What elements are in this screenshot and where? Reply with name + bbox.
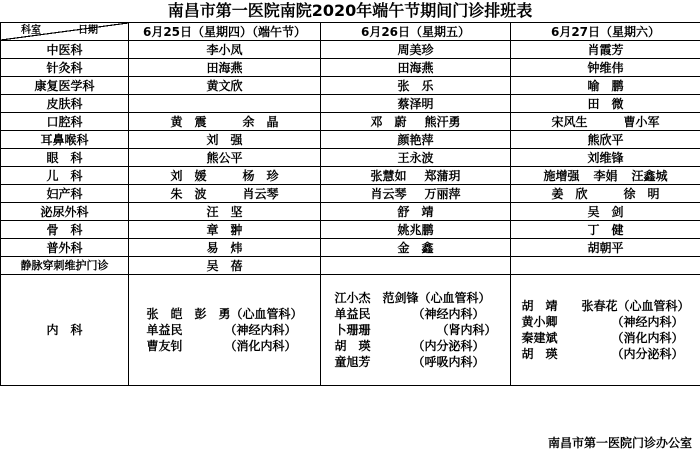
- table-row: [1, 59, 700, 77]
- doctor-name: 杨 珍: [242, 168, 279, 183]
- department-label: 皮肤科: [1, 95, 129, 113]
- doctor-name: 金 鑫: [397, 240, 434, 255]
- doctor-name: 万丽萍: [424, 186, 461, 201]
- schedule-cell-d1: [129, 77, 321, 95]
- schedule-cell-d1: [129, 59, 321, 77]
- table-row: [1, 95, 700, 113]
- schedule-cell-d2: [321, 131, 511, 149]
- department-label: 眼 科: [1, 149, 129, 167]
- table-row: [1, 221, 700, 239]
- corner-date-label: 日期: [78, 25, 98, 36]
- schedule-cell-d1: [129, 185, 321, 203]
- schedule-cell-d2: [321, 239, 511, 257]
- department-label: 静脉穿刺维护门诊: [1, 257, 129, 275]
- schedule-cell-d3: [511, 113, 700, 131]
- doctor-name: 刘 强: [206, 132, 243, 147]
- department-label: 儿 科: [1, 167, 129, 185]
- doctor-name: 周美珍: [397, 42, 434, 57]
- schedule-cell-d2: [321, 149, 511, 167]
- schedule-cell-d3: [511, 149, 700, 167]
- department-label: 针灸科: [1, 59, 129, 77]
- doctor-name: 姚兆鹏: [397, 222, 434, 237]
- department-label: 耳鼻喉科: [1, 131, 129, 149]
- doctor-name: 颜艳萍: [397, 132, 434, 147]
- department-label: 泌尿外科: [1, 203, 129, 221]
- doctor-name: 汪 坚: [206, 204, 243, 219]
- department-label: 内 科: [1, 275, 129, 386]
- footer-office: 南昌市第一医院门诊办公室: [547, 436, 692, 450]
- schedule-cell-d2: [321, 59, 511, 77]
- schedule-cell-d2: [321, 95, 511, 113]
- table-row: [1, 131, 700, 149]
- schedule-cell-d1: [129, 167, 321, 185]
- day1-header: 6月25日（星期四）（端午节）: [129, 23, 321, 41]
- internal-medicine-row: [1, 275, 700, 386]
- doctor-list: 江小杰 范剑锋（心血管科） 单益民 （神经内科） 卜珊珊 （肾内科） 胡 瑛 （内分泌科） 童旭芳 （呼吸内科）: [334, 291, 497, 369]
- table-row: [1, 41, 700, 59]
- doctor-name: 刘 媛: [170, 168, 207, 183]
- schedule-cell-d2: [321, 41, 511, 59]
- doctor-name: 余 晶: [242, 114, 279, 129]
- schedule-cell-d1: [129, 113, 321, 131]
- schedule-cell-d3: [511, 59, 700, 77]
- schedule-cell-d3: [511, 221, 700, 239]
- corner-dept-label: 科室: [21, 25, 41, 36]
- department-label: 普外科: [1, 239, 129, 257]
- schedule-cell-d2: [321, 257, 511, 275]
- day3-header: 6月27日（星期六）: [511, 23, 700, 41]
- doctor-name: 李娟: [593, 168, 618, 183]
- doctor-name: 易 炜: [206, 240, 243, 255]
- internal-medicine-cell-d2: [321, 275, 511, 386]
- department-label: 康复医学科: [1, 77, 129, 95]
- header-row: [1, 23, 700, 41]
- schedule-cell-d2: [321, 113, 511, 131]
- schedule-cell-d1: [129, 95, 321, 113]
- doctor-list: 胡 靖 张春花（心血管科） 黄小卿 （神经内科） 秦建斌 （消化内科） 胡 瑛 （内分泌科）: [521, 299, 690, 361]
- doctor-name: 肖霞芳: [587, 42, 624, 57]
- department-label: 口腔科: [1, 113, 129, 131]
- schedule-cell-d1: [129, 131, 321, 149]
- internal-medicine-cell-d1: [129, 275, 321, 386]
- doctor-name: 肖云琴: [370, 186, 407, 201]
- department-label: 妇产科: [1, 185, 129, 203]
- department-label: 骨 科: [1, 221, 129, 239]
- doctor-name: 郑蒲玥: [424, 168, 461, 183]
- doctor-name: 蔡泽明: [397, 96, 434, 111]
- table-row: [1, 113, 700, 131]
- doctor-name: 刘维锋: [587, 150, 624, 165]
- doctor-name: 熊汗勇: [424, 114, 461, 129]
- table-row: [1, 257, 700, 275]
- table-row: [1, 185, 700, 203]
- doctor-name: 王永波: [397, 150, 434, 165]
- table-row: [1, 167, 700, 185]
- doctor-name: 黄 震: [170, 114, 207, 129]
- doctor-name: 丁 健: [587, 222, 624, 237]
- internal-medicine-cell-d3: [511, 275, 700, 386]
- doctor-name: 姜 欣: [551, 186, 588, 201]
- schedule-cell-d3: [511, 77, 700, 95]
- doctor-name: 张 乐: [397, 78, 434, 93]
- schedule-cell-d1: [129, 41, 321, 59]
- doctor-name: 曹小军: [623, 114, 660, 129]
- department-label: 中医科: [1, 41, 129, 59]
- page-title: 南昌市第一医院南院2020年端午节期间门诊排班表: [167, 1, 533, 20]
- doctor-name: 徐 明: [623, 186, 660, 201]
- schedule-cell-d1: [129, 239, 321, 257]
- doctor-name: 汪鑫城: [631, 168, 668, 183]
- doctor-name: 吴 剑: [587, 204, 624, 219]
- schedule-cell-d2: [321, 167, 511, 185]
- schedule-cell-d3: [511, 95, 700, 113]
- schedule-table: [0, 22, 700, 386]
- table-row: [1, 203, 700, 221]
- doctor-name: 宋风生: [551, 114, 588, 129]
- table-row: [1, 77, 700, 95]
- doctor-name: 舒 靖: [397, 204, 434, 219]
- schedule-cell-d2: [321, 203, 511, 221]
- schedule-cell-d2: [321, 185, 511, 203]
- doctor-name: 田海燕: [397, 60, 434, 75]
- schedule-cell-d3: [511, 131, 700, 149]
- schedule-cell-d1: [129, 221, 321, 239]
- schedule-cell-d3: [511, 239, 700, 257]
- doctor-name: 施增强: [543, 168, 580, 183]
- doctor-name: 钟维伟: [587, 60, 624, 75]
- doctor-name: 吴 蓓: [206, 258, 243, 273]
- schedule-cell-d2: [321, 77, 511, 95]
- day2-header: 6月26日（星期五）: [321, 23, 511, 41]
- doctor-name: 朱 波: [170, 186, 207, 201]
- doctor-list: 张 皑 彭 勇（心血管科） 单益民 （神经内科） 曹友钊 （消化内科）: [146, 307, 303, 353]
- doctor-name: 肖云琴: [242, 186, 279, 201]
- schedule-cell-d3: [511, 185, 700, 203]
- doctor-name: 熊公平: [206, 150, 243, 165]
- schedule-cell-d3: [511, 257, 700, 275]
- doctor-name: 李小凤: [206, 42, 243, 57]
- doctor-name: 邓 蔚: [370, 114, 407, 129]
- doctor-name: 田海燕: [206, 60, 243, 75]
- schedule-cell-d3: [511, 41, 700, 59]
- doctor-name: 张慧如: [370, 168, 407, 183]
- doctor-name: 喻 鹏: [587, 78, 624, 93]
- table-row: [1, 149, 700, 167]
- schedule-cell-d1: [129, 257, 321, 275]
- doctor-name: 胡朝平: [587, 240, 624, 255]
- schedule-cell-d1: [129, 203, 321, 221]
- doctor-name: 熊欣平: [587, 132, 624, 147]
- doctor-name: 黄文欣: [206, 78, 243, 93]
- schedule-cell-d1: [129, 149, 321, 167]
- doctor-name: 章 翀: [206, 222, 243, 237]
- doctor-name: 田 微: [587, 96, 624, 111]
- schedule-cell-d3: [511, 203, 700, 221]
- schedule-cell-d2: [321, 221, 511, 239]
- schedule-cell-d3: [511, 167, 700, 185]
- table-row: [1, 239, 700, 257]
- corner-cell: [1, 23, 129, 41]
